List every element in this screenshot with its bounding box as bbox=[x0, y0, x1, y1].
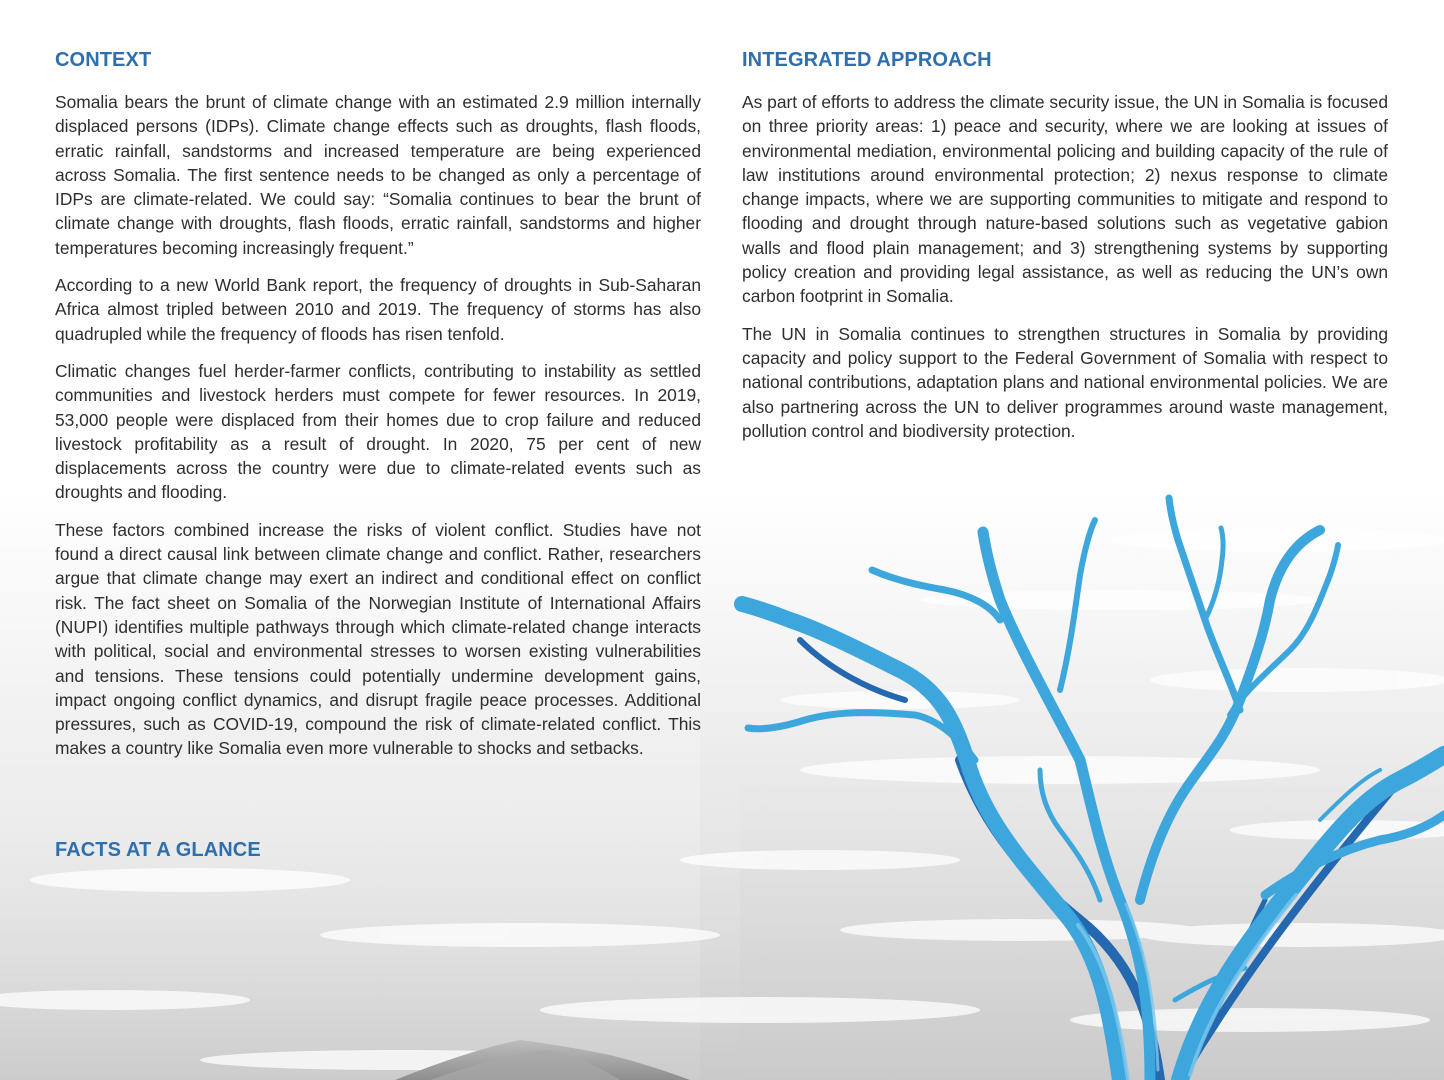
integrated-approach-paragraph-2: The UN in Somalia continues to strengthen structures in Somalia by providing capacity and policy support to the Federal Government of Somalia with respect to national contributions, adaptation plans and national environmental policies. We are also partnering across the UN to deliver programmes around waste management, pollution control and biodiversity protection. bbox=[742, 323, 1388, 441]
context-paragraph-2: According to a new World Bank report, the frequency of droughts in Sub-Saharan Africa almost tripled between 2010 and 2019. The frequency of storms has also quadrupled while the frequency of floods has risen tenfold. bbox=[55, 275, 701, 344]
facts-at-a-glance-heading: FACTS AT A GLANCE bbox=[55, 839, 261, 861]
integrated-approach-heading: INTEGRATED APPROACH bbox=[742, 49, 992, 71]
context-column bbox=[55, 46, 701, 774]
context-heading: CONTEXT bbox=[55, 49, 152, 71]
context-paragraph-3: Climatic changes fuel herder-farmer conflicts, contributing to instability as settled communities and livestock herders must compete for fewer resources. In 2019, 53,000 people were displaced from their homes due to crop failure and reduced livestock profitability as a result of drought. In 2020, 75 per cent of new displacements across the country were due to climate-related events such as droughts and flooding. bbox=[55, 360, 701, 503]
integrated-approach-paragraph-1: As part of efforts to address the climate security issue, the UN in Somalia is focused on three priority areas: 1) peace and security, where we are looking at issues of environmental mediation, environmental policing and building capacity of the rule of law institutions around environmental protection; 2) nexus response to climate change impacts, where we are supporting communities to mitigate and respond to flooding and drought through nature-based solutions such as vegetative gabion walls and flood plain management; and 3) strengthening systems by supporting policy creation and providing legal assistance, as well as reducing the UN’s own carbon footprint in Somalia. bbox=[742, 92, 1388, 307]
context-paragraph-4: These factors combined increase the risks of violent conflict. Studies have not found a direct causal link between climate change and conflict. Rather, researchers argue that climate change may exert an indirect and conditional effect on conflict risk. The fact sheet on Somalia of the Norwegian Institute of International Affairs (NUPI) identifies multiple pathways through which climate-related change interacts with political, social and environmental stresses to worsen existing vulnerabilities and tensions. These tensions could potentially undermine development gains, impact ongoing conflict dynamics, and disrupt fragile peace processes. Additional pressures, such as COVID-19, compound the risk of climate-related conflict. This makes a country like Somalia even more vulnerable to shocks and setbacks. bbox=[55, 519, 701, 759]
integrated-approach-column bbox=[742, 46, 1388, 456]
context-paragraph-1: Somalia bears the brunt of climate change with an estimated 2.9 million internally displaced persons (IDPs). Climate change effects such as droughts, flash floods, erratic rainfall, sandstorms and increased temperature are being experienced across Somalia. The first sentence needs to be changed as only a percentage of IDPs are climate-related. We could say: “Somalia continues to bear the brunt of climate change with droughts, flash floods, erratic rainfall, sandstorms and higher temperatures becoming increasingly frequent.” bbox=[55, 92, 701, 258]
